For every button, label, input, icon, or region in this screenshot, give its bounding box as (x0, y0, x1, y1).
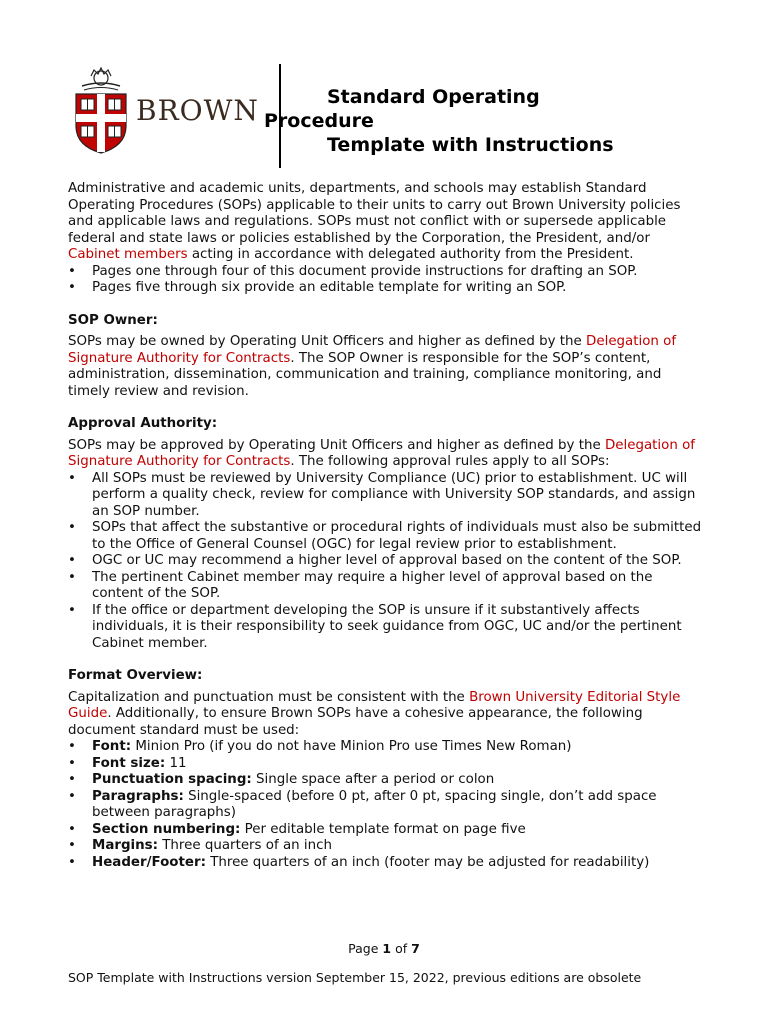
delegation-of-signature-authority-link[interactable]: Delegation of Signature Authority for Contracts (68, 334, 677, 366)
approval-authority-heading: Approval Authority: (68, 416, 218, 431)
list-item: • Font size: 11 (68, 755, 187, 771)
list-item: • If the office or department developing the SOP is unsure if it substantively affects individuals, it is their responsibility to seek guidance from OGC, UC and/or the pertinent Cabinet member. (68, 602, 682, 651)
bullet-icon: • (68, 772, 76, 787)
bullet-icon: • (68, 280, 76, 295)
bullet-icon: • (68, 788, 76, 804)
document-footer: SOP Template with Instructions version September 15, 2022, previous editions are obsolete (68, 970, 642, 985)
bullet-icon: • (68, 569, 76, 585)
bullet-icon: • (68, 553, 76, 568)
approval-rules-list (68, 471, 704, 653)
list-item: • Punctuation spacing: Single space after a period or colon (68, 772, 495, 787)
bullet-icon: • (68, 854, 76, 870)
delegation-of-signature-authority-link-2[interactable]: Delegation of Signature Authority for Contracts (68, 437, 695, 469)
bullet-icon: • (68, 263, 76, 279)
page-number: Page 1 of 7 (348, 941, 420, 956)
intro-bullet-list (68, 264, 704, 297)
format-standards-list (68, 739, 704, 871)
list-item: • Pages one through four of this document provide instructions for drafting an SOP. (68, 263, 638, 279)
list-item: • SOPs that affect the substantive or procedural rights of individuals must also be submitted to the Office of General Counsel (OGC) for legal review prior to establishment. (68, 520, 702, 552)
editorial-style-guide-link[interactable]: Brown University Editorial Style Guide (68, 689, 681, 721)
brown-logo (74, 66, 259, 158)
list-item: • Font: Minion Pro (if you do not have Minion Pro use Times New Roman) (68, 739, 572, 754)
approval-authority-paragraph: SOPs may be approved by Operating Unit Officers and higher as defined by the Delegation of Signature Authority for Contracts. The following approval rules apply to all SOPs: (68, 437, 695, 469)
brown-shield-icon (74, 66, 128, 154)
bullet-icon: • (68, 821, 76, 837)
format-overview-paragraph: Capitalization and punctuation must be consistent with the Brown University Editorial Style Guide. Additionally, to ensure Brown SOPs have a cohesive appearance, the following document standard must be used: (68, 689, 681, 738)
list-item: • OGC or UC may recommend a higher level of approval based on the content of the SOP. (68, 553, 682, 568)
list-item: • Paragraphs: Single-spaced (before 0 pt, after 0 pt, spacing single, don’t add space between paragraphs) (68, 788, 657, 820)
list-item: • The pertinent Cabinet member may require a higher level of approval based on the content of the SOP. (68, 569, 653, 601)
bullet-icon: • (68, 470, 76, 486)
list-item: • Section numbering: Per editable template format on page five (68, 821, 526, 837)
sop-owner-paragraph: SOPs may be owned by Operating Unit Officers and higher as defined by the Delegation of Signature Authority for Contracts. The SOP Owner is responsible for the SOP’s content, administration, dissemination, communication and training, compliance monitoring, and timely review and revision. (68, 334, 677, 399)
logo-wordmark: BROWN (136, 94, 259, 127)
bullet-icon: • (68, 755, 76, 771)
document-body (68, 181, 704, 871)
list-item: • Pages five through six provide an editable template for writing an SOP. (68, 280, 567, 295)
title-line-2: Procedure (264, 110, 374, 132)
title-line-3: Template with Instructions (327, 134, 614, 156)
list-item: • Header/Footer: Three quarters of an inch (footer may be adjusted for readability) (68, 854, 650, 870)
cabinet-members-link[interactable]: Cabinet members (68, 247, 188, 262)
list-item: • Margins: Three quarters of an inch (68, 838, 332, 853)
bullet-icon: • (68, 602, 76, 618)
intro-paragraph: Administrative and academic units, departments, and schools may establish Standard Operating Procedures (SOPs) applicable to their units to carry out Brown University policies and applicable laws and regulations. SOPs must not conflict with or supersede applicable federal and state laws or policies established by the Corporation, the President, and/or Cabinet members acting in accordance with delegated authority from the President. (68, 181, 681, 262)
bullet-icon: • (68, 739, 76, 754)
title-line-1: Standard Operating (327, 86, 540, 108)
bullet-icon: • (68, 520, 76, 535)
list-item: • All SOPs must be reviewed by University Compliance (UC) prior to establishment. UC will perform a quality check, review for compliance with University SOP standards, and assign an SOP number. (68, 470, 696, 519)
format-overview-heading: Format Overview: (68, 668, 203, 683)
sop-owner-heading: SOP Owner: (68, 312, 158, 328)
bullet-icon: • (68, 838, 76, 853)
